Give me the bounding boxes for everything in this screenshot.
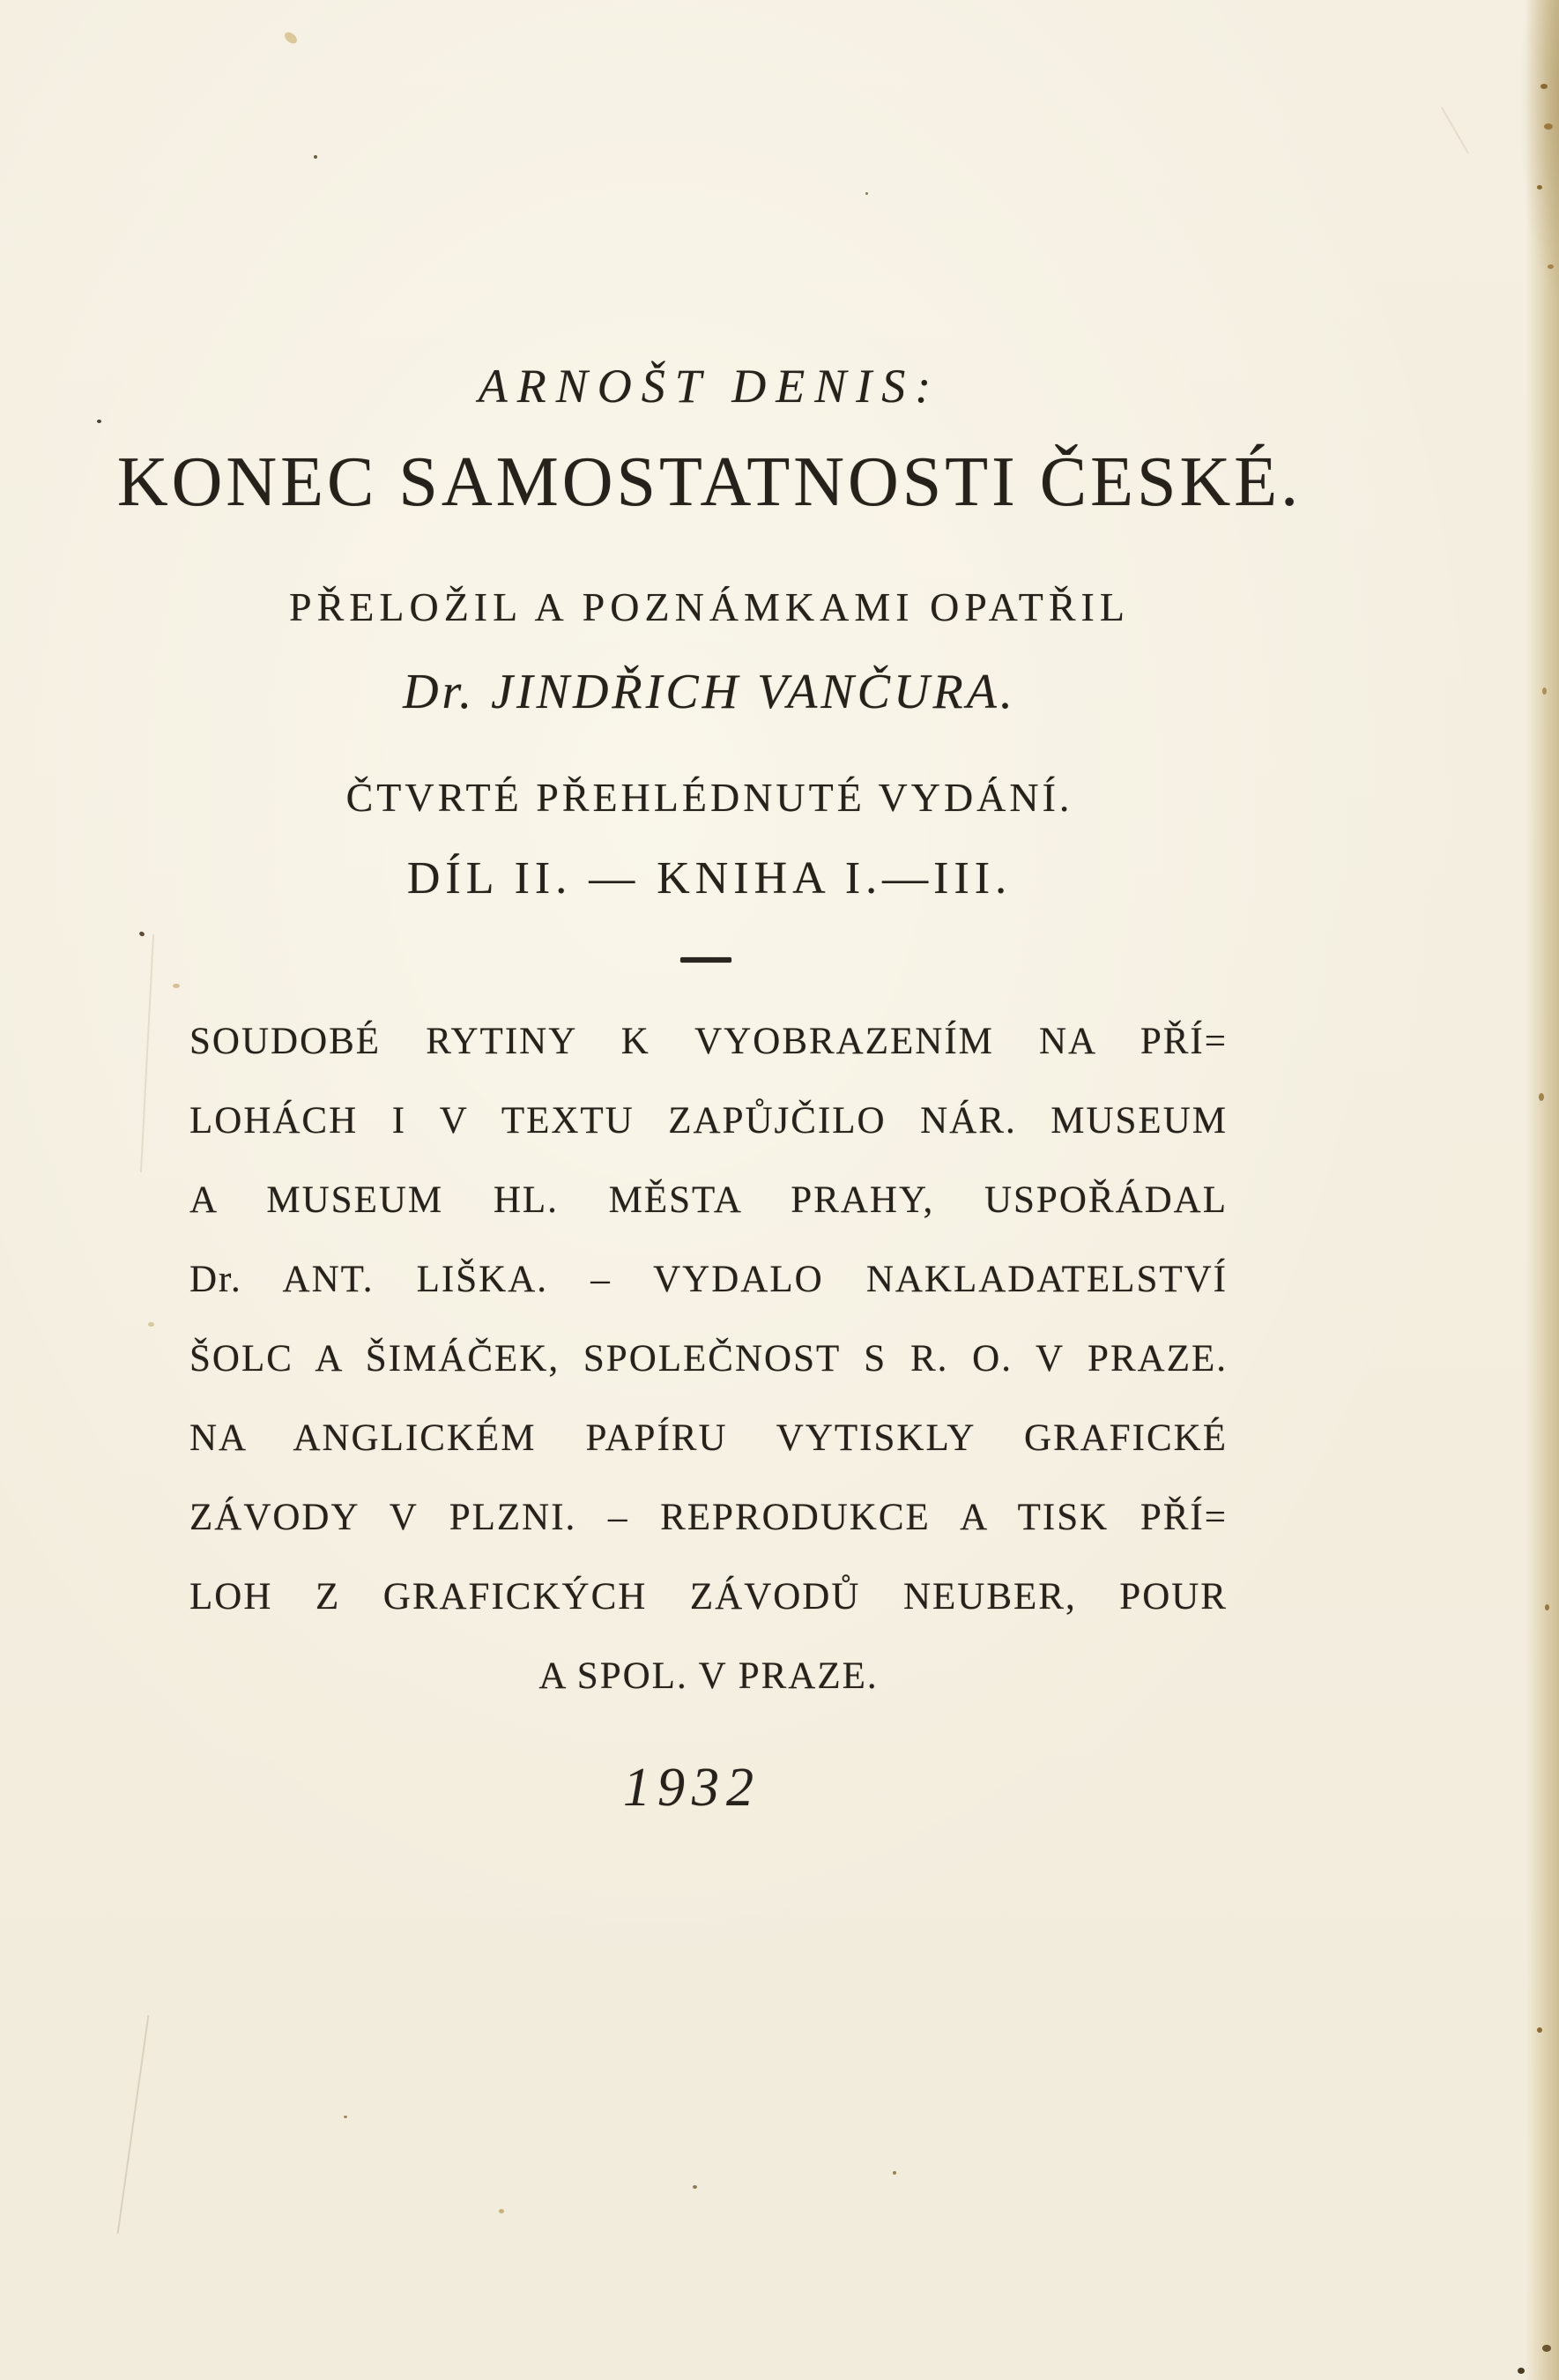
book-title: KONEC SAMOSTATNOSTI ČESKÉ. [116, 443, 1303, 521]
paper-speck [499, 2209, 504, 2213]
imprint-line: SOUDOBÉ RYTINY K VYOBRAZENÍM NA PŘÍ= [189, 1021, 1228, 1062]
paper-speck [344, 2116, 347, 2118]
edge-speck [1537, 2027, 1542, 2033]
imprint-line: Dr. ANT. LIŠKA. – VYDALO NAKLADATELSTVÍ [189, 1259, 1228, 1300]
imprint-block [189, 1023, 1228, 1737]
paper-speck [893, 2171, 896, 2175]
imprint-line: ŠOLC A ŠIMÁČEK, SPOLEČNOST S R. O. V PRAZE. [189, 1338, 1228, 1380]
edition-line: ČTVRTÉ PŘEHLÉDNUTÉ VYDÁNÍ. [345, 775, 1073, 820]
volume-line: DÍL II. — KNIHA I.—III. [406, 853, 1013, 904]
edge-speck [1548, 264, 1554, 269]
imprint-line: A MUSEUM HL. MĚSTA PRAHY, USPOŘÁDAL [189, 1179, 1228, 1221]
paper-speck [148, 1322, 154, 1327]
section-divider [680, 957, 731, 963]
edge-speck [1544, 123, 1553, 130]
imprint-line: LOHÁCH I V TEXTU ZAPŮJČILO NÁR. MUSEUM [189, 1100, 1228, 1142]
imprint-line: ZÁVODY V PLZNI. – REPRODUKCE A TISK PŘÍ= [189, 1497, 1228, 1538]
paper-speck [97, 420, 101, 423]
paper-crease [1441, 108, 1469, 154]
paper-speck [173, 984, 180, 988]
author-line: ARNOŠT DENIS: [478, 360, 941, 413]
paper-speck [314, 155, 317, 159]
paper-crease [117, 2015, 150, 2234]
edge-speck [1539, 1093, 1544, 1101]
paper-speck [865, 192, 868, 195]
edge-speck [1518, 2368, 1525, 2374]
edge-speck [1537, 185, 1542, 190]
paper-speck [693, 2185, 697, 2189]
imprint-line: NA ANGLICKÉM PAPÍRU VYTISKLY GRAFICKÉ [189, 1417, 1228, 1459]
page-edge-corner-stain [1497, 0, 1559, 335]
imprint-line: LOH Z GRAFICKÝCH ZÁVODŮ NEUBER, POUR [189, 1576, 1228, 1618]
edge-speck [1542, 688, 1547, 695]
page-edge [1526, 0, 1559, 2380]
edge-speck [1540, 84, 1548, 89]
edge-speck [1545, 1604, 1549, 1610]
year-line: 1932 [623, 1758, 761, 1818]
paper-crease [140, 934, 154, 1172]
paper-speck [283, 30, 300, 46]
paper-speck [138, 931, 145, 937]
imprint-line: A SPOL. V PRAZE. [538, 1655, 879, 1697]
edge-speck [1542, 2345, 1551, 2352]
subtitle-translated-by: PŘELOŽIL A POZNÁMKAMI OPATŘIL [289, 584, 1130, 629]
translator-name: Dr. JINDŘICH VANČURA. [403, 665, 1016, 719]
